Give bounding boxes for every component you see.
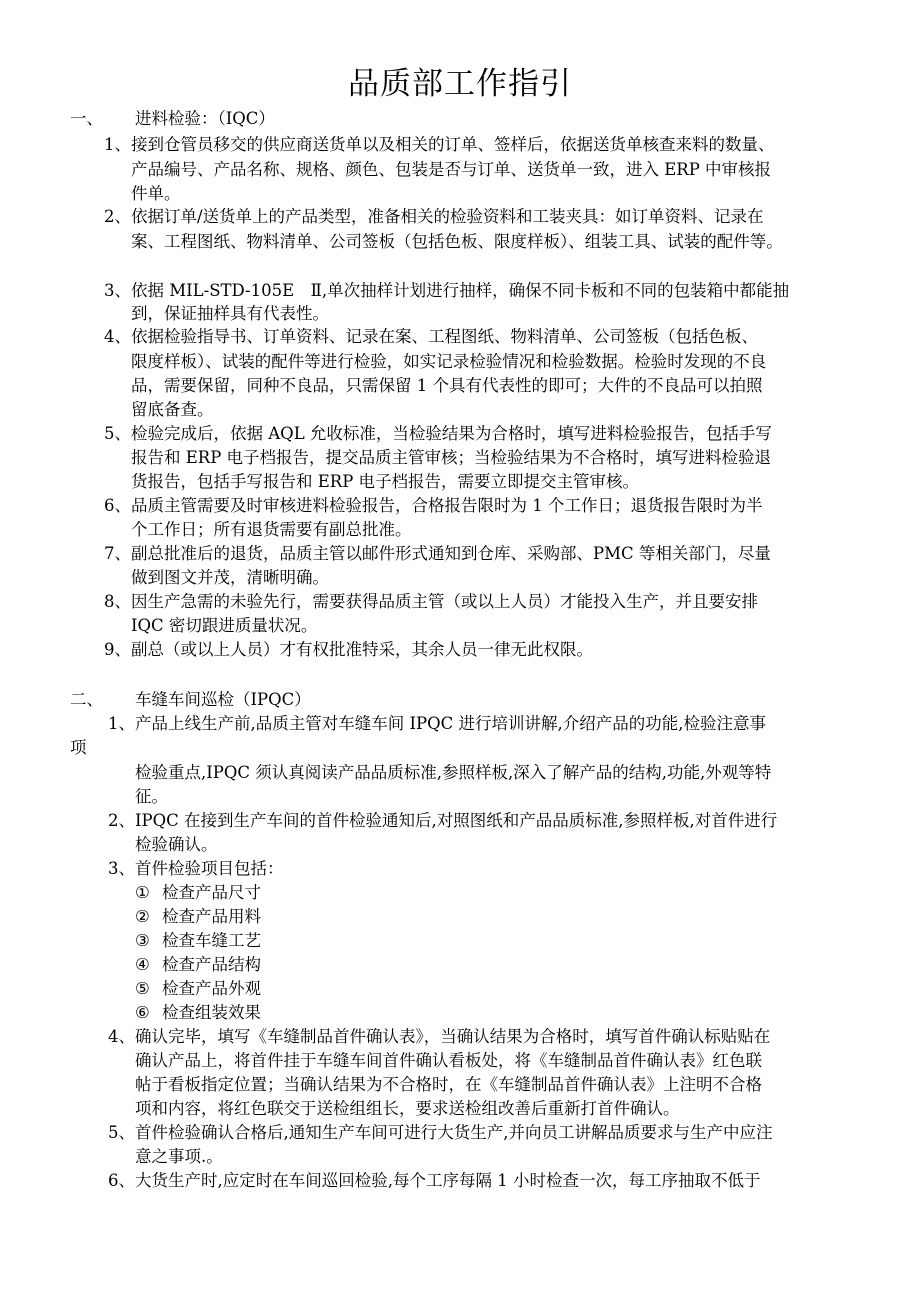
section-heading: 车缝车间巡检（IPQC） — [135, 690, 311, 709]
item-text-line: IQC 密切跟进质量状况。 — [131, 616, 318, 635]
item-text-line: 检验确认。 — [135, 835, 218, 854]
item-text-line: 限度样板）、试装的配件等进行检验，如实记录检验情况和检验数据。检验时发现的不良 — [131, 352, 767, 371]
item-number: 7、 — [104, 544, 131, 563]
item-text-line: 件单。 — [131, 184, 181, 203]
item-number: 2、 — [104, 207, 131, 226]
subitem-text: 检查产品外观 — [162, 979, 261, 998]
item-number: 1、 — [104, 135, 131, 154]
item-number: 4、 — [104, 327, 131, 346]
item-text-line: 检验重点,IPQC 须认真阅读产品品质标准,参照样板,深入了解产品的结构,功能,外观等特 — [135, 763, 772, 782]
item-number: 1、 — [108, 714, 135, 733]
item-text-line: 案、工程图纸、物料清单、公司签板（包括色板、限度样板）、组装工具、试装的配件等。 — [131, 232, 783, 251]
item-number: 4、 — [108, 1027, 135, 1046]
item-text-line: 做到图文并茂，清晰明确。 — [131, 568, 329, 587]
subitem-mark: ⑥ — [135, 1003, 150, 1022]
item-text-wrap: 项 — [70, 738, 87, 757]
item-text-line: 个工作日；所有退货需要有副总批准。 — [131, 520, 412, 539]
item-text-line: 依据订单/送货单上的产品类型，准备相关的检验资料和工装夹具：如订单资料、记录在 — [131, 207, 764, 226]
section-number: 一、 — [70, 109, 103, 128]
item-text-line: 首件检验确认合格后,通知生产车间可进行大货生产,并向员工讲解品质要求与生产中应注 — [135, 1123, 773, 1142]
subitem-text: 检查产品结构 — [162, 955, 261, 974]
item-text-line: 报告和 ERP 电子档报告，提交品质主管审核；当检验结果为不合格时，填写进料检验退 — [131, 448, 772, 467]
item-text-line: 依据 MIL-STD-105E Ⅱ,单次抽样计划进行抽样，确保不同卡板和不同的包装箱中都能抽 — [131, 281, 790, 300]
item-text-line: 项和内容，将红色联交于送检组组长，要求送检组改善后重新打首件确认。 — [135, 1099, 680, 1118]
item-number: 2、 — [108, 811, 135, 830]
item-number: 8、 — [104, 592, 131, 611]
item-text-line: 品质主管需要及时审核进料检验报告，合格报告限时为 1 个工作日；退货报告限时为半 — [131, 496, 763, 515]
section-heading: 进料检验：（IQC） — [135, 109, 275, 128]
item-text-line: 副总（或以上人员）才有权批准特采，其余人员一律无此权限。 — [131, 640, 593, 659]
item-text-line: 产品编号、产品名称、规格、颜色、包装是否与订单、送货单一致，进入 ERP 中审核报 — [131, 160, 772, 179]
item-number: 5、 — [108, 1123, 135, 1142]
subitem-text: 检查产品用料 — [162, 907, 261, 926]
page-title: 品质部工作指引 — [348, 66, 572, 102]
subitem-mark: ③ — [135, 931, 150, 950]
subitem-mark: ⑤ — [135, 979, 150, 998]
item-text-line: 帖于看板指定位置；当确认结果为不合格时，在《车缝制品首件确认表》上注明不合格 — [135, 1075, 762, 1094]
item-text-line: 到，保证抽样具有代表性。 — [131, 304, 329, 323]
item-number: 3、 — [104, 281, 131, 300]
item-text-line: 留底备查。 — [131, 400, 214, 419]
item-text-line: 依据检验指导书、订单资料、记录在案、工程图纸、物料清单、公司签板（包括色板、 — [131, 327, 758, 346]
item-text-line: 产品上线生产前,品质主管对车缝车间 IPQC 进行培训讲解,介绍产品的功能,检验注意事 — [135, 714, 766, 733]
item-text-line: 首件检验项目包括： — [135, 859, 284, 878]
item-text-line: 副总批准后的退货，品质主管以邮件形式通知到仓库、采购部、PMC 等相关部门，尽量 — [131, 544, 771, 563]
subitem-mark: ① — [135, 883, 150, 902]
subitem-text: 检查产品尺寸 — [162, 883, 261, 902]
section-number: 二、 — [70, 690, 103, 709]
item-text-line: 接到仓管员移交的供应商送货单以及相关的订单、签样后，依据送货单核查来料的数量、 — [131, 135, 775, 154]
item-number: 6、 — [104, 496, 131, 515]
item-text-line: 大货生产时,应定时在车间巡回检验,每个工序每隔 1 小时检查一次，每工序抽取不低于 — [135, 1171, 761, 1190]
item-number: 9、 — [104, 640, 131, 659]
item-text-line: 检验完成后，依据 AQL 允收标准，当检验结果为合格时，填写进料检验报告，包括手写 — [131, 424, 772, 443]
item-text-line: 确认产品上，将首件挂于车缝车间首件确认看板处，将《车缝制品首件确认表》红色联 — [135, 1051, 762, 1070]
item-text-line: IPQC 在接到生产车间的首件检验通知后,对照图纸和产品品质标准,参照样板,对首件进行 — [135, 811, 778, 830]
item-number: 3、 — [108, 859, 135, 878]
item-text-line: 确认完毕，填写《车缝制品首件确认表》，当确认结果为合格时，填写首件确认标贴贴在 — [135, 1027, 771, 1046]
subitem-mark: ② — [135, 907, 150, 926]
item-number: 6、 — [108, 1171, 135, 1190]
item-text-line: 意之事项.。 — [135, 1147, 223, 1166]
item-text-line: 货报告，包括手写报告和 ERP 电子档报告，需要立即提交主管审核。 — [131, 472, 640, 491]
subitem-text: 检查车缝工艺 — [162, 931, 261, 950]
item-number: 5、 — [104, 424, 131, 443]
subitem-mark: ④ — [135, 955, 150, 974]
item-text-line: 品，需要保留，同种不良品，只需保留 1 个具有代表性的即可；大件的不良品可以拍照 — [131, 376, 763, 395]
item-text-line: 征。 — [135, 787, 168, 806]
subitem-text: 检查组装效果 — [162, 1003, 261, 1022]
item-text-line: 因生产急需的未验先行，需要获得品质主管（或以上人员）才能投入生产，并且要安排 — [131, 592, 758, 611]
